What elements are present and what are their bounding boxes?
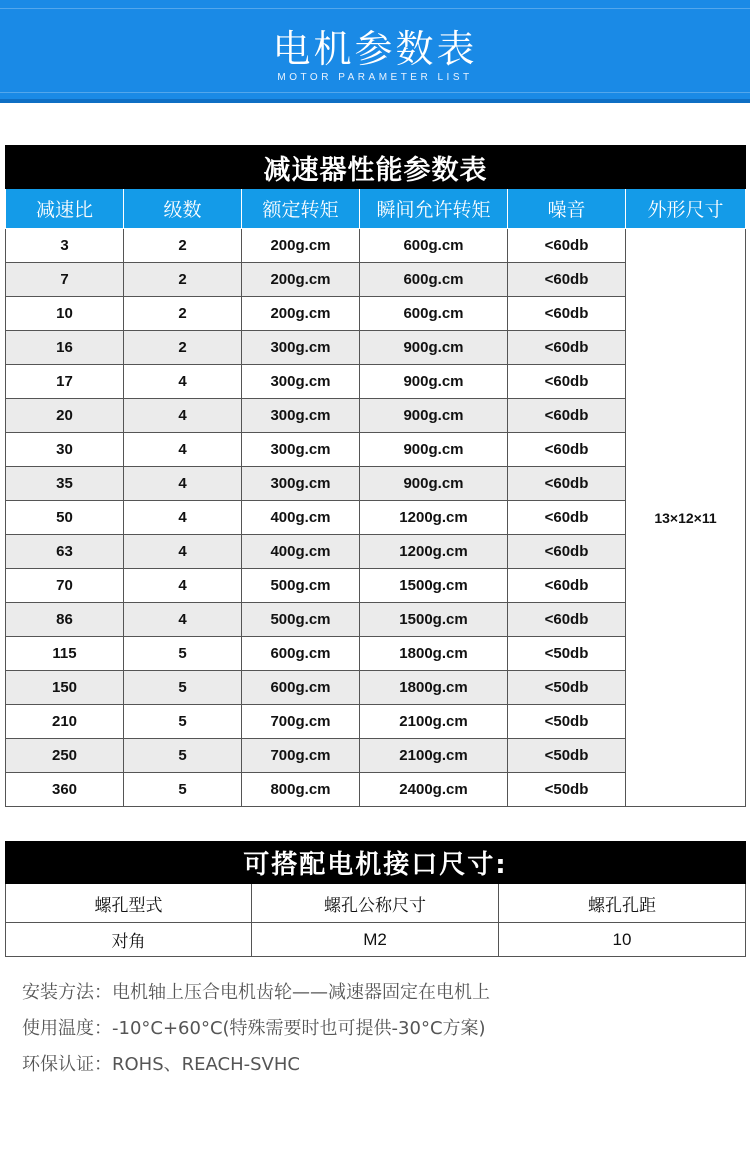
noise-cell: <60db [508,399,626,433]
peak-torque-cell: 2400g.cm [360,773,508,807]
ratio-cell: 10 [6,297,124,331]
stages-cell: 5 [124,739,242,773]
note-certification: 环保认证：ROHS、REACH-SVHC [22,1054,300,1075]
ratio-cell: 360 [6,773,124,807]
peak-torque-cell: 900g.cm [360,467,508,501]
ratio-cell: 30 [6,433,124,467]
stages-cell: 4 [124,501,242,535]
stages-cell: 5 [124,671,242,705]
note-installation: 安装方法：电机轴上压合电机齿轮——减速器固定在电机上 [22,982,490,1003]
column-header-noise: 噪音 [508,189,626,229]
ratio-cell: 50 [6,501,124,535]
rated-torque-cell: 200g.cm [242,297,360,331]
rated-torque-cell: 300g.cm [242,399,360,433]
ratio-cell: 70 [6,569,124,603]
noise-cell: <60db [508,467,626,501]
rated-torque-cell: 700g.cm [242,739,360,773]
column-header-hole-size: 螺孔公称尺寸 [252,884,499,923]
rated-torque-cell: 800g.cm [242,773,360,807]
noise-cell: <60db [508,229,626,263]
rated-torque-cell: 200g.cm [242,229,360,263]
ratio-cell: 3 [6,229,124,263]
ratio-cell: 115 [6,637,124,671]
rated-torque-cell: 300g.cm [242,365,360,399]
stages-cell: 4 [124,433,242,467]
ratio-cell: 63 [6,535,124,569]
header-banner [0,0,750,103]
hole-type-cell: 对角 [6,923,252,957]
page-subtitle: MOTOR PARAMETER LIST [277,72,473,83]
noise-cell: <50db [508,637,626,671]
stages-cell: 4 [124,467,242,501]
stages-cell: 4 [124,399,242,433]
peak-torque-cell: 1500g.cm [360,603,508,637]
table-row [6,923,746,957]
note-temperature: 使用温度：-10°C+60°C(特殊需要时也可提供-30°C方案) [22,1018,486,1039]
peak-torque-cell: 900g.cm [360,399,508,433]
peak-torque-cell: 600g.cm [360,297,508,331]
peak-torque-cell: 1800g.cm [360,671,508,705]
rated-torque-cell: 600g.cm [242,637,360,671]
peak-torque-cell: 1200g.cm [360,501,508,535]
ratio-cell: 86 [6,603,124,637]
stages-cell: 2 [124,297,242,331]
column-header-peak-torque: 瞬间允许转矩 [360,189,508,229]
rated-torque-cell: 300g.cm [242,467,360,501]
stages-cell: 4 [124,535,242,569]
table-row [6,229,746,263]
column-header-dimensions: 外形尺寸 [626,189,746,229]
rated-torque-cell: 300g.cm [242,433,360,467]
stages-cell: 4 [124,569,242,603]
stages-cell: 2 [124,331,242,365]
ratio-cell: 20 [6,399,124,433]
column-header-stages: 级数 [124,189,242,229]
noise-cell: <50db [508,739,626,773]
stages-cell: 4 [124,365,242,399]
column-header-hole-type: 螺孔型式 [6,884,252,923]
column-header-ratio: 减速比 [6,189,124,229]
noise-cell: <60db [508,365,626,399]
ratio-cell: 17 [6,365,124,399]
hole-pitch-cell: 10 [499,923,746,957]
peak-torque-cell: 900g.cm [360,331,508,365]
peak-torque-cell: 600g.cm [360,229,508,263]
peak-torque-cell: 1200g.cm [360,535,508,569]
peak-torque-cell: 2100g.cm [360,705,508,739]
ratio-cell: 150 [6,671,124,705]
noise-cell: <50db [508,773,626,807]
ratio-cell: 250 [6,739,124,773]
noise-cell: <60db [508,433,626,467]
rated-torque-cell: 300g.cm [242,331,360,365]
notes-section [22,975,732,1083]
peak-torque-cell: 1500g.cm [360,569,508,603]
noise-cell: <60db [508,331,626,365]
noise-cell: <60db [508,569,626,603]
noise-cell: <60db [508,535,626,569]
noise-cell: <60db [508,297,626,331]
noise-cell: <50db [508,705,626,739]
stages-cell: 5 [124,705,242,739]
ratio-cell: 7 [6,263,124,297]
rated-torque-cell: 200g.cm [242,263,360,297]
rated-torque-cell: 500g.cm [242,569,360,603]
noise-cell: <60db [508,501,626,535]
rated-torque-cell: 500g.cm [242,603,360,637]
performance-table-body [6,229,746,807]
peak-torque-cell: 2100g.cm [360,739,508,773]
rated-torque-cell: 400g.cm [242,535,360,569]
peak-torque-cell: 900g.cm [360,365,508,399]
performance-table [5,145,746,807]
noise-cell: <60db [508,603,626,637]
stages-cell: 5 [124,637,242,671]
rated-torque-cell: 600g.cm [242,671,360,705]
noise-cell: <60db [508,263,626,297]
ratio-cell: 35 [6,467,124,501]
interface-table [5,841,746,957]
hole-size-cell: M2 [252,923,499,957]
peak-torque-cell: 1800g.cm [360,637,508,671]
peak-torque-cell: 900g.cm [360,433,508,467]
performance-table-title: 减速器性能参数表 [6,146,746,189]
dimensions-cell: 13×12×11 [626,229,746,807]
ratio-cell: 16 [6,331,124,365]
rated-torque-cell: 700g.cm [242,705,360,739]
stages-cell: 5 [124,773,242,807]
noise-cell: <50db [508,671,626,705]
stages-cell: 2 [124,263,242,297]
rated-torque-cell: 400g.cm [242,501,360,535]
column-header-rated-torque: 额定转矩 [242,189,360,229]
page-title: 电机参数表 [272,27,478,71]
column-header-hole-pitch: 螺孔孔距 [499,884,746,923]
ratio-cell: 210 [6,705,124,739]
stages-cell: 2 [124,229,242,263]
stages-cell: 4 [124,603,242,637]
peak-torque-cell: 600g.cm [360,263,508,297]
interface-table-title: 可搭配电机接口尺寸: [6,842,746,884]
